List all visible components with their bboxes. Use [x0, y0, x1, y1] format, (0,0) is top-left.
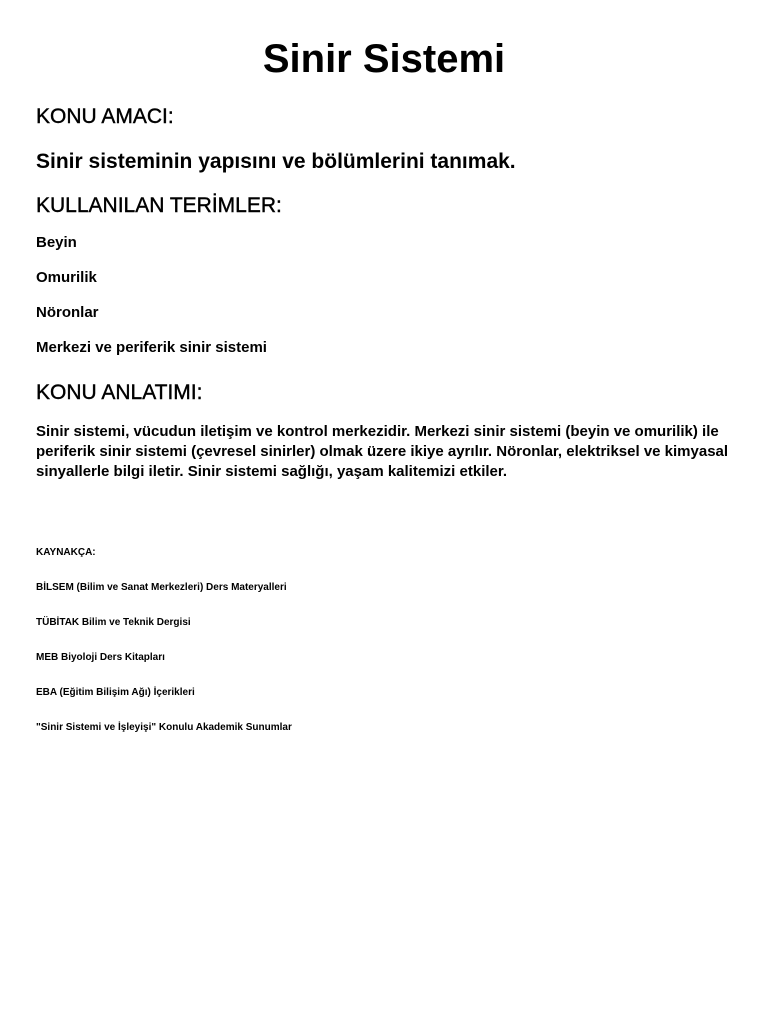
page-title: Sinir Sistemi: [262, 37, 506, 81]
reference-item: MEB Biyoloji Ders Kitapları: [36, 652, 165, 663]
term-item: Merkezi ve periferik sinir sistemi: [36, 339, 267, 356]
reference-item: BİLSEM (Bilim ve Sanat Merkezleri) Ders Materyalleri: [36, 582, 287, 593]
terms-heading: KULLANILAN TERİMLER:: [36, 194, 282, 217]
objective-text: Sinir sisteminin yapısını ve bölümlerini tanımak.: [36, 150, 516, 173]
references-heading: KAYNAKÇA:: [36, 547, 96, 558]
term-item: Omurilik: [36, 269, 97, 286]
reference-item: TÜBİTAK Bilim ve Teknik Dergisi: [36, 617, 191, 628]
objective-heading: KONU AMACI:: [36, 105, 174, 128]
term-item: Beyin: [36, 234, 77, 251]
reference-item: "Sinir Sistemi ve İşleyişi" Konulu Akademik Sunumlar: [36, 722, 292, 733]
reference-item: EBA (Eğitim Bilişim Ağı) İçerikleri: [36, 687, 195, 698]
term-item: Nöronlar: [36, 304, 99, 321]
explanation-heading: KONU ANLATIMI:: [36, 381, 203, 404]
explanation-text: Sinir sistemi, vücudun iletişim ve kontrol merkezidir. Merkezi sinir sistemi (beyin ve omurilik) ile periferik sinir sistemi (çevresel sinirler) olmak üzere ikiye ayrılır. Nöronlar, elektriksel ve kimyasal sinyallerle bilgi iletir. Sinir sistemi sağlığı, yaşam kalitemizi etkiler.: [36, 423, 729, 480]
